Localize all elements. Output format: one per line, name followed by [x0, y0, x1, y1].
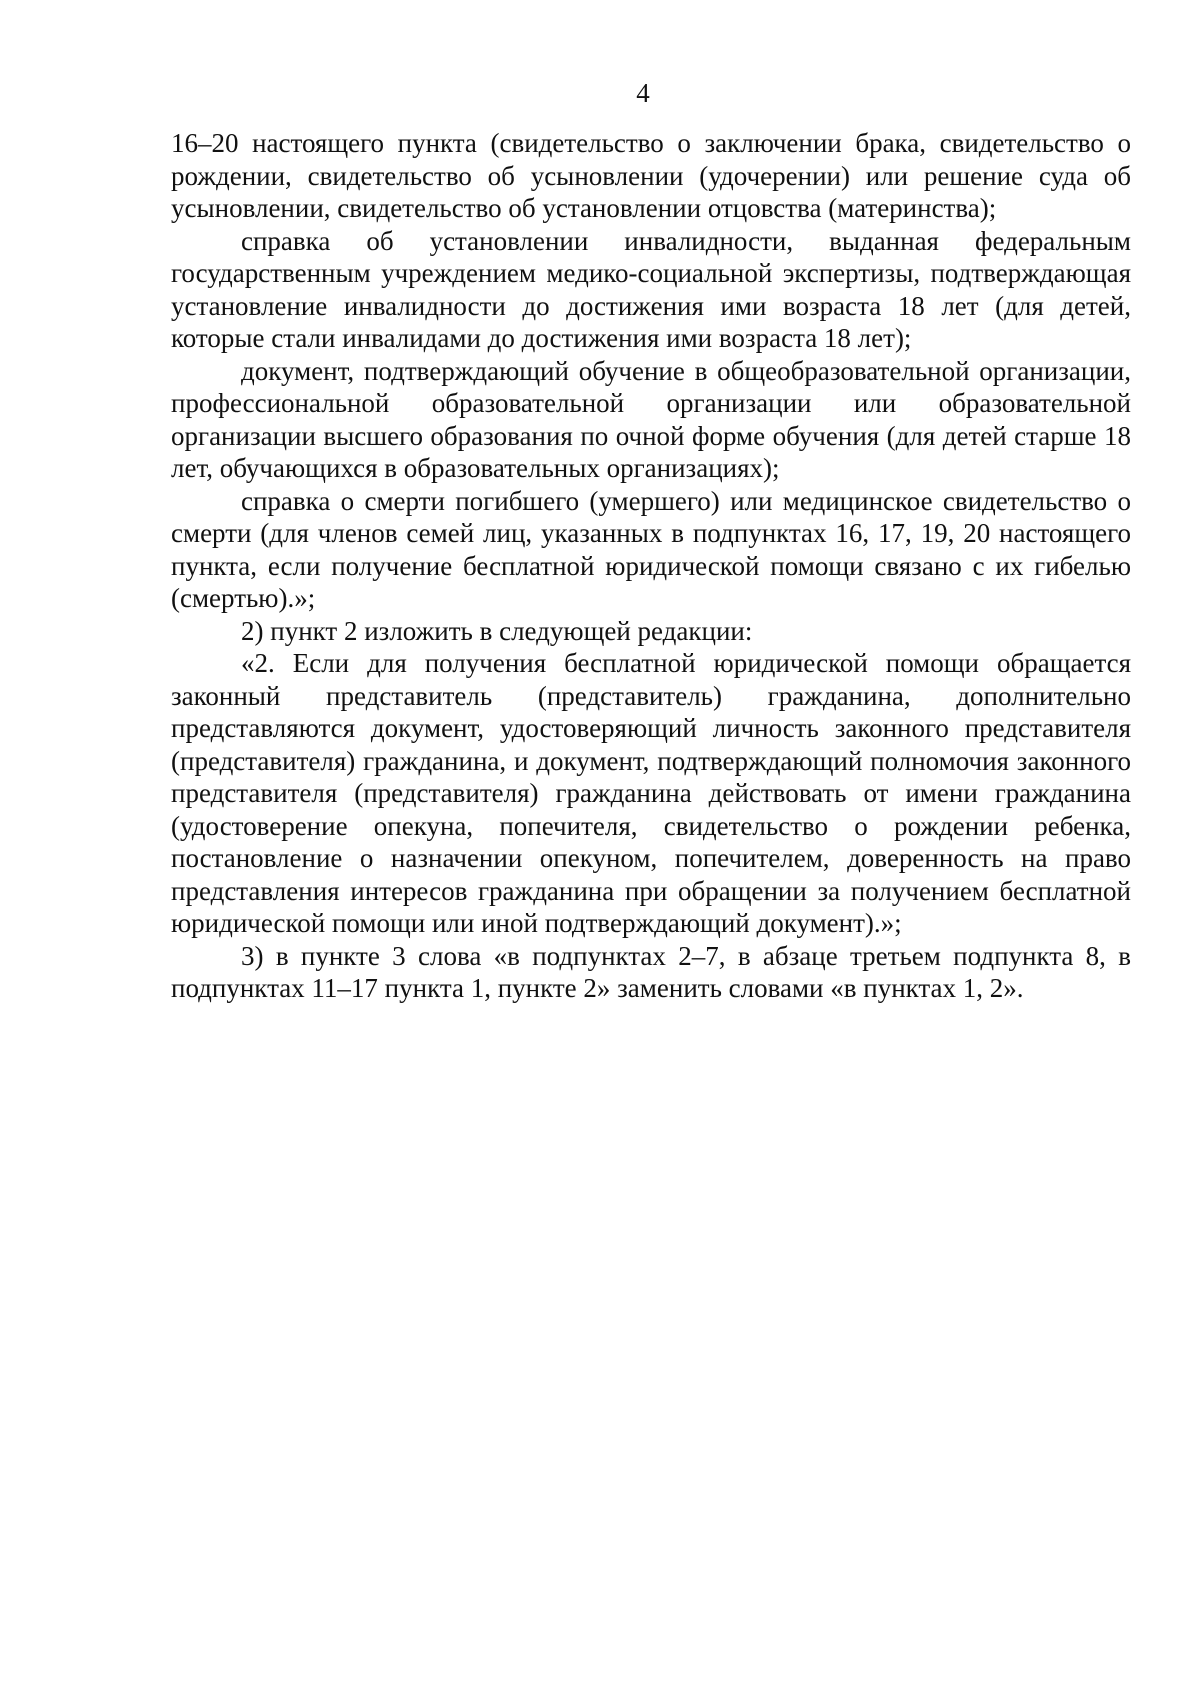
paragraph-documents-list-continuation: 16–20 настоящего пункта (свидетельство о заключении брака, свидетельство о рождении, свидетельство об усыновлении (удочерении) или решение суда об усыновлении, свидетельство об установлении отцовства (материнства);: [171, 128, 1131, 223]
paragraph-item-2-text: «2. Если для получения бесплатной юридической помощи обращается законный представитель (представитель) гражданина, дополнительно представляются документ, удостоверяющий личность законного представителя (представителя) гражданина, и документ, подтверждающий полномочия законного представителя (представителя) гражданина действовать от имени гражданина (удостоверение опекуна, попечителя, свидетельство о рождении ребенка, постановление о назначении опекуном, попечителем, доверенность на право представления интересов гражданина при обращении за получением бесплатной юридической помощи или иной подтверждающий документ).»;: [171, 648, 1131, 938]
document-body: [171, 127, 1131, 1005]
paragraph-item-3-amendment: 3) в пункте 3 слова «в подпунктах 2–7, в абзаце третьем подпункта 8, в подпунктах 11–17 пункта 1, пункте 2» заменить словами «в пунктах 1, 2».: [171, 940, 1131, 1003]
paragraph-item-2-heading: 2) пункт 2 изложить в следующей редакции:: [241, 615, 753, 646]
paragraph-education-document: документ, подтверждающий обучение в общеобразовательной организации, профессиональной образовательной организации или образовательной организации высшего образования по очной форме обучения (для детей старше 18 лет, обучающихся в образовательных организациях);: [171, 355, 1131, 483]
paragraph-death-certificate: справка о смерти погибшего (умершего) или медицинское свидетельство о смерти (для членов семей лиц, указанных в подпунктах 16, 17, 19, 20 настоящего пункта, если получение бесплатной юридической помощи связано с их гибелью (смертью).»;: [171, 485, 1131, 613]
page-number: 4: [636, 78, 650, 108]
paragraph-disability-certificate: справка об установлении инвалидности, выданная федеральным государственным учреждением медико-социальной экспертизы, подтверждающая установление инвалидности до достижения ими возраста 18 лет (для детей, которые стали инвалидами до достижения ими возраста 18 лет);: [171, 225, 1131, 353]
